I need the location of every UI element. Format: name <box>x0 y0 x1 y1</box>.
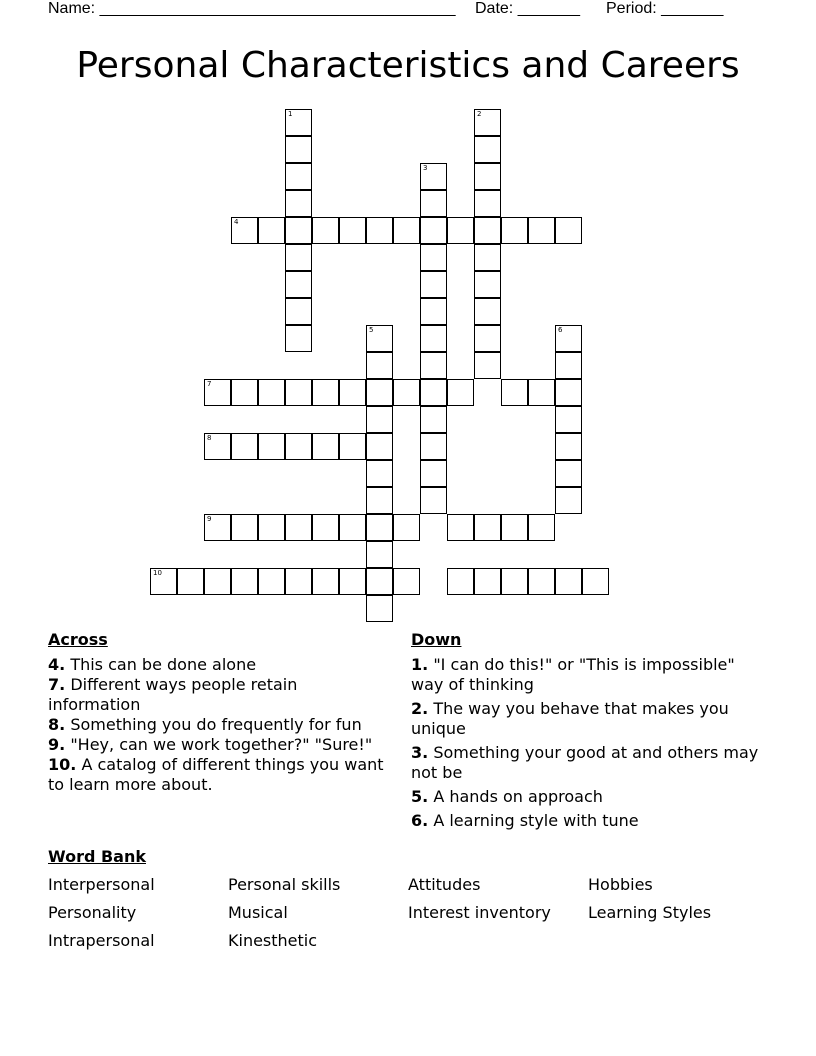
grid-cell[interactable] <box>285 271 312 298</box>
grid-cell[interactable] <box>366 217 393 244</box>
cell-number: 1 <box>288 110 293 118</box>
grid-cell[interactable] <box>501 379 528 406</box>
grid-cell[interactable] <box>393 568 420 595</box>
grid-cell[interactable] <box>366 487 393 514</box>
grid-cell[interactable] <box>366 352 393 379</box>
down-clues <box>411 630 761 835</box>
clue-text: "Hey, can we work together?" "Sure!" <box>70 735 373 754</box>
period-field-label: Period: _______ <box>606 0 724 17</box>
grid-cell[interactable] <box>339 433 366 460</box>
grid-cell[interactable] <box>555 379 582 406</box>
word-bank-item: Personal skills <box>228 875 341 894</box>
grid-cell[interactable] <box>231 568 258 595</box>
clue-number: 6. <box>411 811 429 830</box>
word-bank-item: Learning Styles <box>588 903 712 922</box>
grid-cell[interactable] <box>366 460 393 487</box>
grid-cell[interactable] <box>366 406 393 433</box>
across-clue <box>48 715 388 735</box>
grid-cell[interactable] <box>258 217 285 244</box>
grid-cell[interactable] <box>258 433 285 460</box>
grid-cell[interactable] <box>285 190 312 217</box>
grid-cell[interactable] <box>366 514 393 541</box>
cell-number: 10 <box>153 569 162 577</box>
grid-cell[interactable] <box>474 352 501 379</box>
grid-cell[interactable] <box>420 244 447 271</box>
clue-text: A learning style with tune <box>433 811 639 830</box>
grid-cell[interactable] <box>258 568 285 595</box>
grid-cell[interactable] <box>420 352 447 379</box>
grid-cell[interactable] <box>555 325 582 352</box>
grid-cell[interactable] <box>285 244 312 271</box>
word-bank-item: Interest inventory <box>408 903 551 922</box>
grid-cell[interactable] <box>204 379 231 406</box>
down-clue <box>411 655 761 695</box>
date-field-label: Date: _______ <box>475 0 580 17</box>
word-bank-heading: Word Bank <box>48 847 147 866</box>
grid-cell[interactable] <box>420 433 447 460</box>
grid-cell[interactable] <box>474 568 501 595</box>
grid-cell[interactable] <box>393 514 420 541</box>
grid-cell[interactable] <box>231 217 258 244</box>
grid-cell[interactable] <box>312 217 339 244</box>
down-clue <box>411 787 761 807</box>
grid-cell[interactable] <box>447 379 474 406</box>
grid-cell[interactable] <box>177 568 204 595</box>
down-heading: Down <box>411 630 462 649</box>
grid-cell[interactable] <box>231 433 258 460</box>
across-clues <box>48 630 388 795</box>
header <box>48 0 768 20</box>
word-bank-item: Personality <box>48 903 137 922</box>
grid-cell[interactable] <box>420 298 447 325</box>
grid-cell[interactable] <box>285 433 312 460</box>
grid-cell[interactable] <box>204 568 231 595</box>
grid-cell[interactable] <box>501 514 528 541</box>
clue-number: 1. <box>411 655 429 674</box>
clue-number: 9. <box>48 735 66 754</box>
grid-cell[interactable] <box>366 325 393 352</box>
cell-number: 4 <box>234 218 239 226</box>
grid-cell[interactable] <box>285 514 312 541</box>
grid-cell[interactable] <box>474 163 501 190</box>
grid-cell[interactable] <box>420 487 447 514</box>
grid-cell[interactable] <box>231 379 258 406</box>
grid-cell[interactable] <box>285 163 312 190</box>
across-clue <box>48 735 388 755</box>
cell-number: 8 <box>207 434 212 442</box>
cell-number: 9 <box>207 515 212 523</box>
grid-cell[interactable] <box>366 433 393 460</box>
word-bank-item: Intrapersonal <box>48 931 155 950</box>
grid-cell[interactable] <box>366 379 393 406</box>
grid-cell[interactable] <box>312 514 339 541</box>
grid-cell[interactable] <box>474 136 501 163</box>
cell-number: 5 <box>369 326 374 334</box>
grid-cell[interactable] <box>420 217 447 244</box>
across-clue <box>48 655 388 675</box>
grid-cell[interactable] <box>339 514 366 541</box>
grid-cell[interactable] <box>420 406 447 433</box>
name-field-label: Name: ________________________________________ <box>48 0 456 17</box>
clue-number: 10. <box>48 755 77 774</box>
clue-text: The way you behave that makes you unique <box>411 699 729 738</box>
crossword-grid <box>150 109 612 625</box>
clue-number: 8. <box>48 715 66 734</box>
grid-cell[interactable] <box>285 298 312 325</box>
clue-text: A catalog of different things you want to learn more about. <box>48 755 384 794</box>
grid-cell[interactable] <box>285 568 312 595</box>
grid-cell[interactable] <box>474 109 501 136</box>
grid-cell[interactable] <box>285 136 312 163</box>
grid-cell[interactable] <box>366 595 393 622</box>
grid-cell[interactable] <box>555 568 582 595</box>
grid-cell[interactable] <box>420 325 447 352</box>
grid-cell[interactable] <box>555 406 582 433</box>
down-clue <box>411 811 761 831</box>
page-title: Personal Characteristics and Careers <box>76 45 740 86</box>
grid-cell[interactable] <box>474 271 501 298</box>
word-bank-item: Attitudes <box>408 875 481 894</box>
clue-text: A hands on approach <box>433 787 603 806</box>
clue-number: 3. <box>411 743 429 762</box>
grid-cell[interactable] <box>420 460 447 487</box>
grid-cell[interactable] <box>285 325 312 352</box>
grid-cell[interactable] <box>420 271 447 298</box>
grid-cell[interactable] <box>312 433 339 460</box>
clue-number: 7. <box>48 675 66 694</box>
grid-cell[interactable] <box>258 514 285 541</box>
grid-cell[interactable] <box>474 244 501 271</box>
grid-cell[interactable] <box>474 190 501 217</box>
clue-number: 2. <box>411 699 429 718</box>
grid-cell[interactable] <box>339 568 366 595</box>
grid-cell[interactable] <box>393 217 420 244</box>
grid-cell[interactable] <box>204 433 231 460</box>
grid-cell[interactable] <box>555 352 582 379</box>
grid-cell[interactable] <box>285 217 312 244</box>
grid-cell[interactable] <box>447 568 474 595</box>
word-bank-item: Interpersonal <box>48 875 155 894</box>
grid-cell[interactable] <box>501 217 528 244</box>
grid-cell[interactable] <box>582 568 609 595</box>
cell-number: 7 <box>207 380 212 388</box>
cell-number: 3 <box>423 164 428 172</box>
grid-cell[interactable] <box>528 568 555 595</box>
grid-cell[interactable] <box>366 568 393 595</box>
grid-cell[interactable] <box>312 379 339 406</box>
grid-cell[interactable] <box>501 568 528 595</box>
grid-cell[interactable] <box>150 568 177 595</box>
grid-cell[interactable] <box>555 433 582 460</box>
grid-cell[interactable] <box>474 514 501 541</box>
grid-cell[interactable] <box>528 514 555 541</box>
grid-cell[interactable] <box>555 460 582 487</box>
grid-cell[interactable] <box>231 514 258 541</box>
grid-cell[interactable] <box>474 325 501 352</box>
cell-number: 2 <box>477 110 482 118</box>
grid-cell[interactable] <box>447 217 474 244</box>
grid-cell[interactable] <box>339 379 366 406</box>
grid-cell[interactable] <box>204 514 231 541</box>
grid-cell[interactable] <box>474 217 501 244</box>
word-bank-item: Hobbies <box>588 875 653 894</box>
clue-text: "I can do this!" or "This is impossible" way of thinking <box>411 655 735 694</box>
grid-cell[interactable] <box>420 163 447 190</box>
grid-cell[interactable] <box>528 379 555 406</box>
word-bank-item: Kinesthetic <box>228 931 318 950</box>
grid-cell[interactable] <box>447 514 474 541</box>
clue-text: Different ways people retain information <box>48 675 298 714</box>
grid-cell[interactable] <box>285 379 312 406</box>
down-clue <box>411 743 761 783</box>
grid-cell[interactable] <box>393 379 420 406</box>
clue-text: Something your good at and others may not be <box>411 743 759 782</box>
grid-cell[interactable] <box>258 379 285 406</box>
across-heading: Across <box>48 630 108 649</box>
grid-cell[interactable] <box>528 217 555 244</box>
down-clue <box>411 699 761 739</box>
grid-cell[interactable] <box>312 568 339 595</box>
grid-cell[interactable] <box>339 217 366 244</box>
grid-cell[interactable] <box>420 190 447 217</box>
cell-number: 6 <box>558 326 563 334</box>
across-clue <box>48 675 388 715</box>
grid-cell[interactable] <box>555 487 582 514</box>
clue-number: 5. <box>411 787 429 806</box>
grid-cell[interactable] <box>474 298 501 325</box>
grid-cell[interactable] <box>420 379 447 406</box>
word-bank-item: Musical <box>228 903 288 922</box>
grid-cell[interactable] <box>366 541 393 568</box>
across-clue <box>48 755 388 795</box>
clue-text: Something you do frequently for fun <box>70 715 362 734</box>
grid-cell[interactable] <box>285 109 312 136</box>
grid-cell[interactable] <box>555 217 582 244</box>
clue-text: This can be done alone <box>70 655 257 674</box>
clue-number: 4. <box>48 655 66 674</box>
